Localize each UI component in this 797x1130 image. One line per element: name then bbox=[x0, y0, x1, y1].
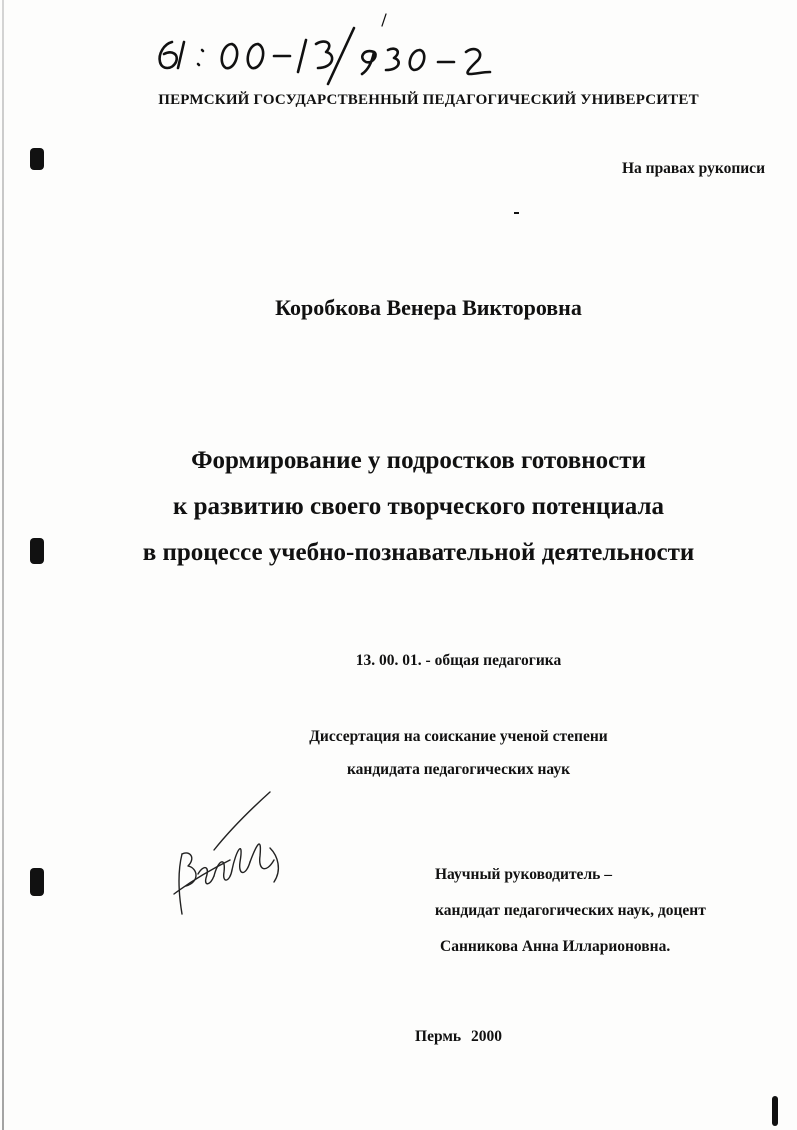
degree-line: кандидата педагогических наук bbox=[346, 761, 571, 778]
handwritten-archive-code bbox=[150, 8, 550, 86]
scan-speck bbox=[514, 212, 519, 214]
page-corner-mark bbox=[772, 1096, 778, 1126]
supervisor-degree: кандидат педагогических наук, доцент bbox=[435, 902, 706, 919]
university-name: ПЕРМСКИЙ ГОСУДАРСТВЕННЫЙ ПЕДАГОГИЧЕСКИЙ УНИВЕРСИТЕТ bbox=[158, 92, 699, 108]
specialty-code: 13. 00. 01. - общая педагогика bbox=[355, 652, 562, 669]
degree-statement bbox=[0, 720, 797, 786]
title-line: Формирование у подростков готовности bbox=[191, 447, 646, 474]
binding-hole-top bbox=[30, 148, 44, 170]
author-name: Коробкова Венера Викторовна bbox=[275, 295, 582, 320]
title-line: к развитию своего творческого потенциала bbox=[172, 493, 664, 520]
degree-line: Диссертация на соискание ученой степени bbox=[309, 728, 608, 745]
binding-hole-bottom bbox=[30, 868, 44, 896]
rights-note: На правах рукописи bbox=[621, 160, 765, 177]
dissertation-title bbox=[0, 438, 797, 576]
author-signature bbox=[170, 790, 290, 920]
city-and-year: Пермь 2000 bbox=[415, 1028, 502, 1045]
title-line: в процессе учебно-познавательной деятельности bbox=[142, 539, 695, 566]
supervisor-name: Санникова Анна Илларионовна. bbox=[440, 938, 671, 955]
supervisor-role: Научный руководитель – bbox=[435, 866, 612, 883]
scientific-supervisor bbox=[435, 857, 706, 965]
